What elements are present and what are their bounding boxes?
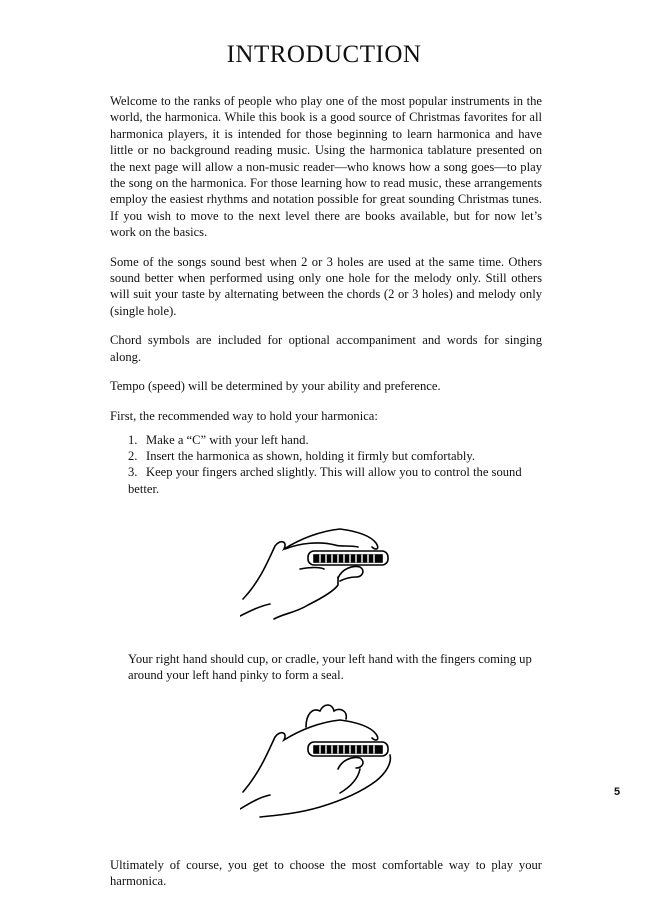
step-text: Keep your fingers arched slightly. This will allow you to control the sound better. [128, 465, 522, 496]
holes-paragraph: Some of the songs sound best when 2 or 3 holes are used at the same time. Others sound better when performed using only one hole for the melody only. Still others will suit your taste by alternating between the chords (2 or 3 holes) and melody only (single hole). [110, 254, 542, 318]
step-number: 3. [128, 465, 138, 480]
list-item [110, 432, 542, 448]
step-text: Make a “C” with your left hand. [146, 432, 309, 447]
list-item [110, 448, 542, 464]
right-hand-paragraph: Your right hand should cup, or cradle, your left hand with the fingers coming up around your left hand pinky to form a seal. [128, 651, 532, 683]
step-number: 2. [128, 449, 138, 464]
page-number: 5 [614, 786, 621, 798]
list-item [110, 464, 542, 496]
step-number: 1. [128, 432, 138, 447]
page-content [110, 40, 542, 902]
page-title: INTRODUCTION [226, 41, 422, 68]
steps-list [110, 432, 542, 497]
left-hand-harmonica-illustration [240, 521, 400, 631]
step-text: Insert the harmonica as shown, holding it firmly but comfortably. [146, 449, 475, 464]
two-hands-harmonica-illustration [240, 697, 400, 825]
closing-paragraph: Ultimately of course, you get to choose the most comfortable way to play your harmonica. [110, 857, 542, 888]
intro-paragraph: Welcome to the ranks of people who play one of the most popular instruments in the world, the harmonica. While this book is a good source of Christmas favorites for all harmonica players, it is intended for those beginning to learn harmonica and have little or no background reading music. Using the harmonica tablature presented on the next page will allow a non-music reader—who knows how a song goes—to play the song on the harmonica. For those learning how to read music, these arrangements employ the easiest rhythms and notation possible for great sounding Christmas tunes. If you wish to move to the next level there are books available, but for now let’s work on the basics. [110, 94, 542, 240]
tempo-paragraph: Tempo (speed) will be determined by your ability and preference. [110, 379, 441, 394]
hold-intro-paragraph: First, the recommended way to hold your harmonica: [110, 408, 378, 423]
chord-paragraph: Chord symbols are included for optional accompaniment and words for singing along. [110, 333, 542, 364]
